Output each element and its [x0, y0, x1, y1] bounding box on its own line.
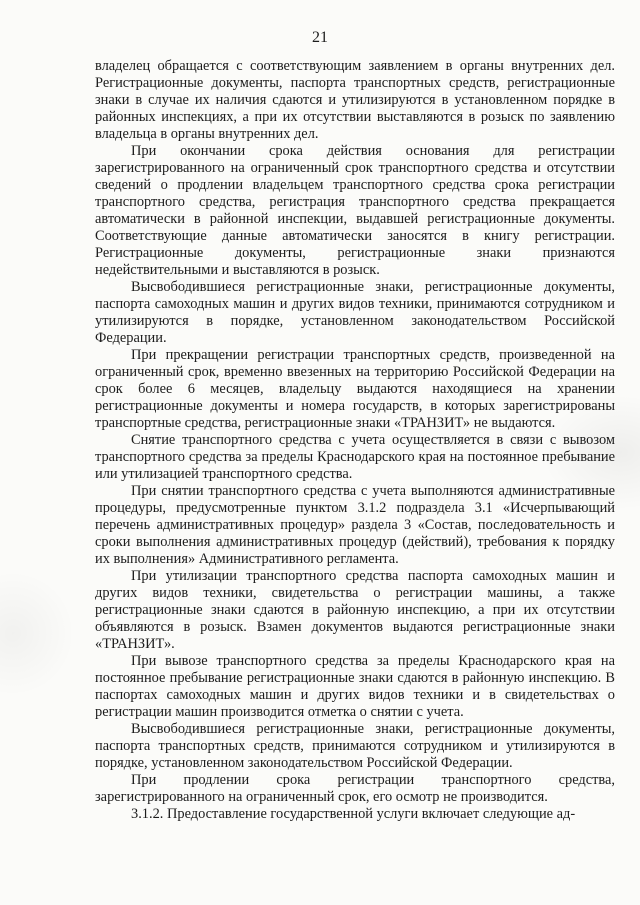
paragraph: При вывозе транспортного средства за пределы Краснодарского края на постоянное пребывание регистрационные знаки сдаются в районную инспекцию. В паспортах самоходных машин и других видов техники и в свидетельствах о регистрации машин производится отметка о снятии с учета. — [95, 653, 615, 720]
paragraph: 3.1.2. Предоставление государственной услуги включает следующие ад- — [131, 806, 576, 822]
paragraph: При продлении срока регистрации транспортного средства, зарегистрированного на ограниченный срок, его осмотр не производится. — [95, 772, 615, 805]
paragraph: При утилизации транспортного средства паспорта самоходных машин и других видов техники, свидетельства о регистрации машины, а также регистрационные знаки сдаются в районную инспекцию, а при их отсутствии объявляются в розыск. Взамен документов выдаются регистрационные знаки «ТРАНЗИТ». — [95, 568, 615, 652]
body-text — [95, 58, 615, 823]
paragraph: Снятие транспортного средства с учета осуществляется в связи с вывозом транспортного средства за пределы Краснодарского края на постоянное пребывание или утилизацией транспортного средства. — [95, 432, 615, 482]
paragraph: При снятии транспортного средства с учета выполняются административные процедуры, предусмотренные пунктом 3.1.2 подраздела 3.1 «Исчерпывающий перечень административных процедур» раздела 3 «Состав, последовательность и сроки выполнения административных процедур (действий), требования к порядку их выполнения» Административного регламента. — [95, 483, 615, 567]
paragraph: Высвободившиеся регистрационные знаки, регистрационные документы, паспорта самоходных машин и других видов техники, принимаются сотрудником и утилизируются в порядке, установленном законодательством Российской Федерации. — [95, 279, 615, 346]
paragraph: При окончании срока действия основания для регистрации зарегистрированного на ограниченный срок транспортного средства и отсутствии сведений о продлении владельцем транспортного средства срока регистрации транспортного средства, регистрация транспортного средства прекращается автоматически в районной инспекции, выдавшей регистрационные документы. Соответствующие данные автоматически заносятся в книгу регистрации. Регистрационные документы, регистрационные знаки признаются недействительными и выставляются в розыск. — [95, 143, 615, 278]
paragraph: При прекращении регистрации транспортных средств, произведенной на ограниченный срок, временно ввезенных на территорию Российской Федерации на срок более 6 месяцев, владельцу выдаются находящиеся на хранении регистрационные документы и номера государств, в которых зарегистрированы транспортные средства, регистрационные знаки «ТРАНЗИТ» не выдаются. — [95, 347, 615, 431]
page-number: 21 — [312, 29, 328, 46]
paragraph: владелец обращается с соответствующим заявлением в органы внутренних дел. Регистрационные документы, паспорта транспортных средств, регистрационные знаки в случае их наличия сдаются и утилизируются в установленном порядке в районных инспекциях, а при их отсутствии выставляются в розыск по заявлению владельца в органы внутренних дел. — [95, 58, 615, 142]
paragraph: Высвободившиеся регистрационные знаки, регистрационные документы, паспорта транспортных средств, принимаются сотрудником и утилизируются в порядке, установленном законодательством Российской Федерации. — [95, 721, 615, 771]
